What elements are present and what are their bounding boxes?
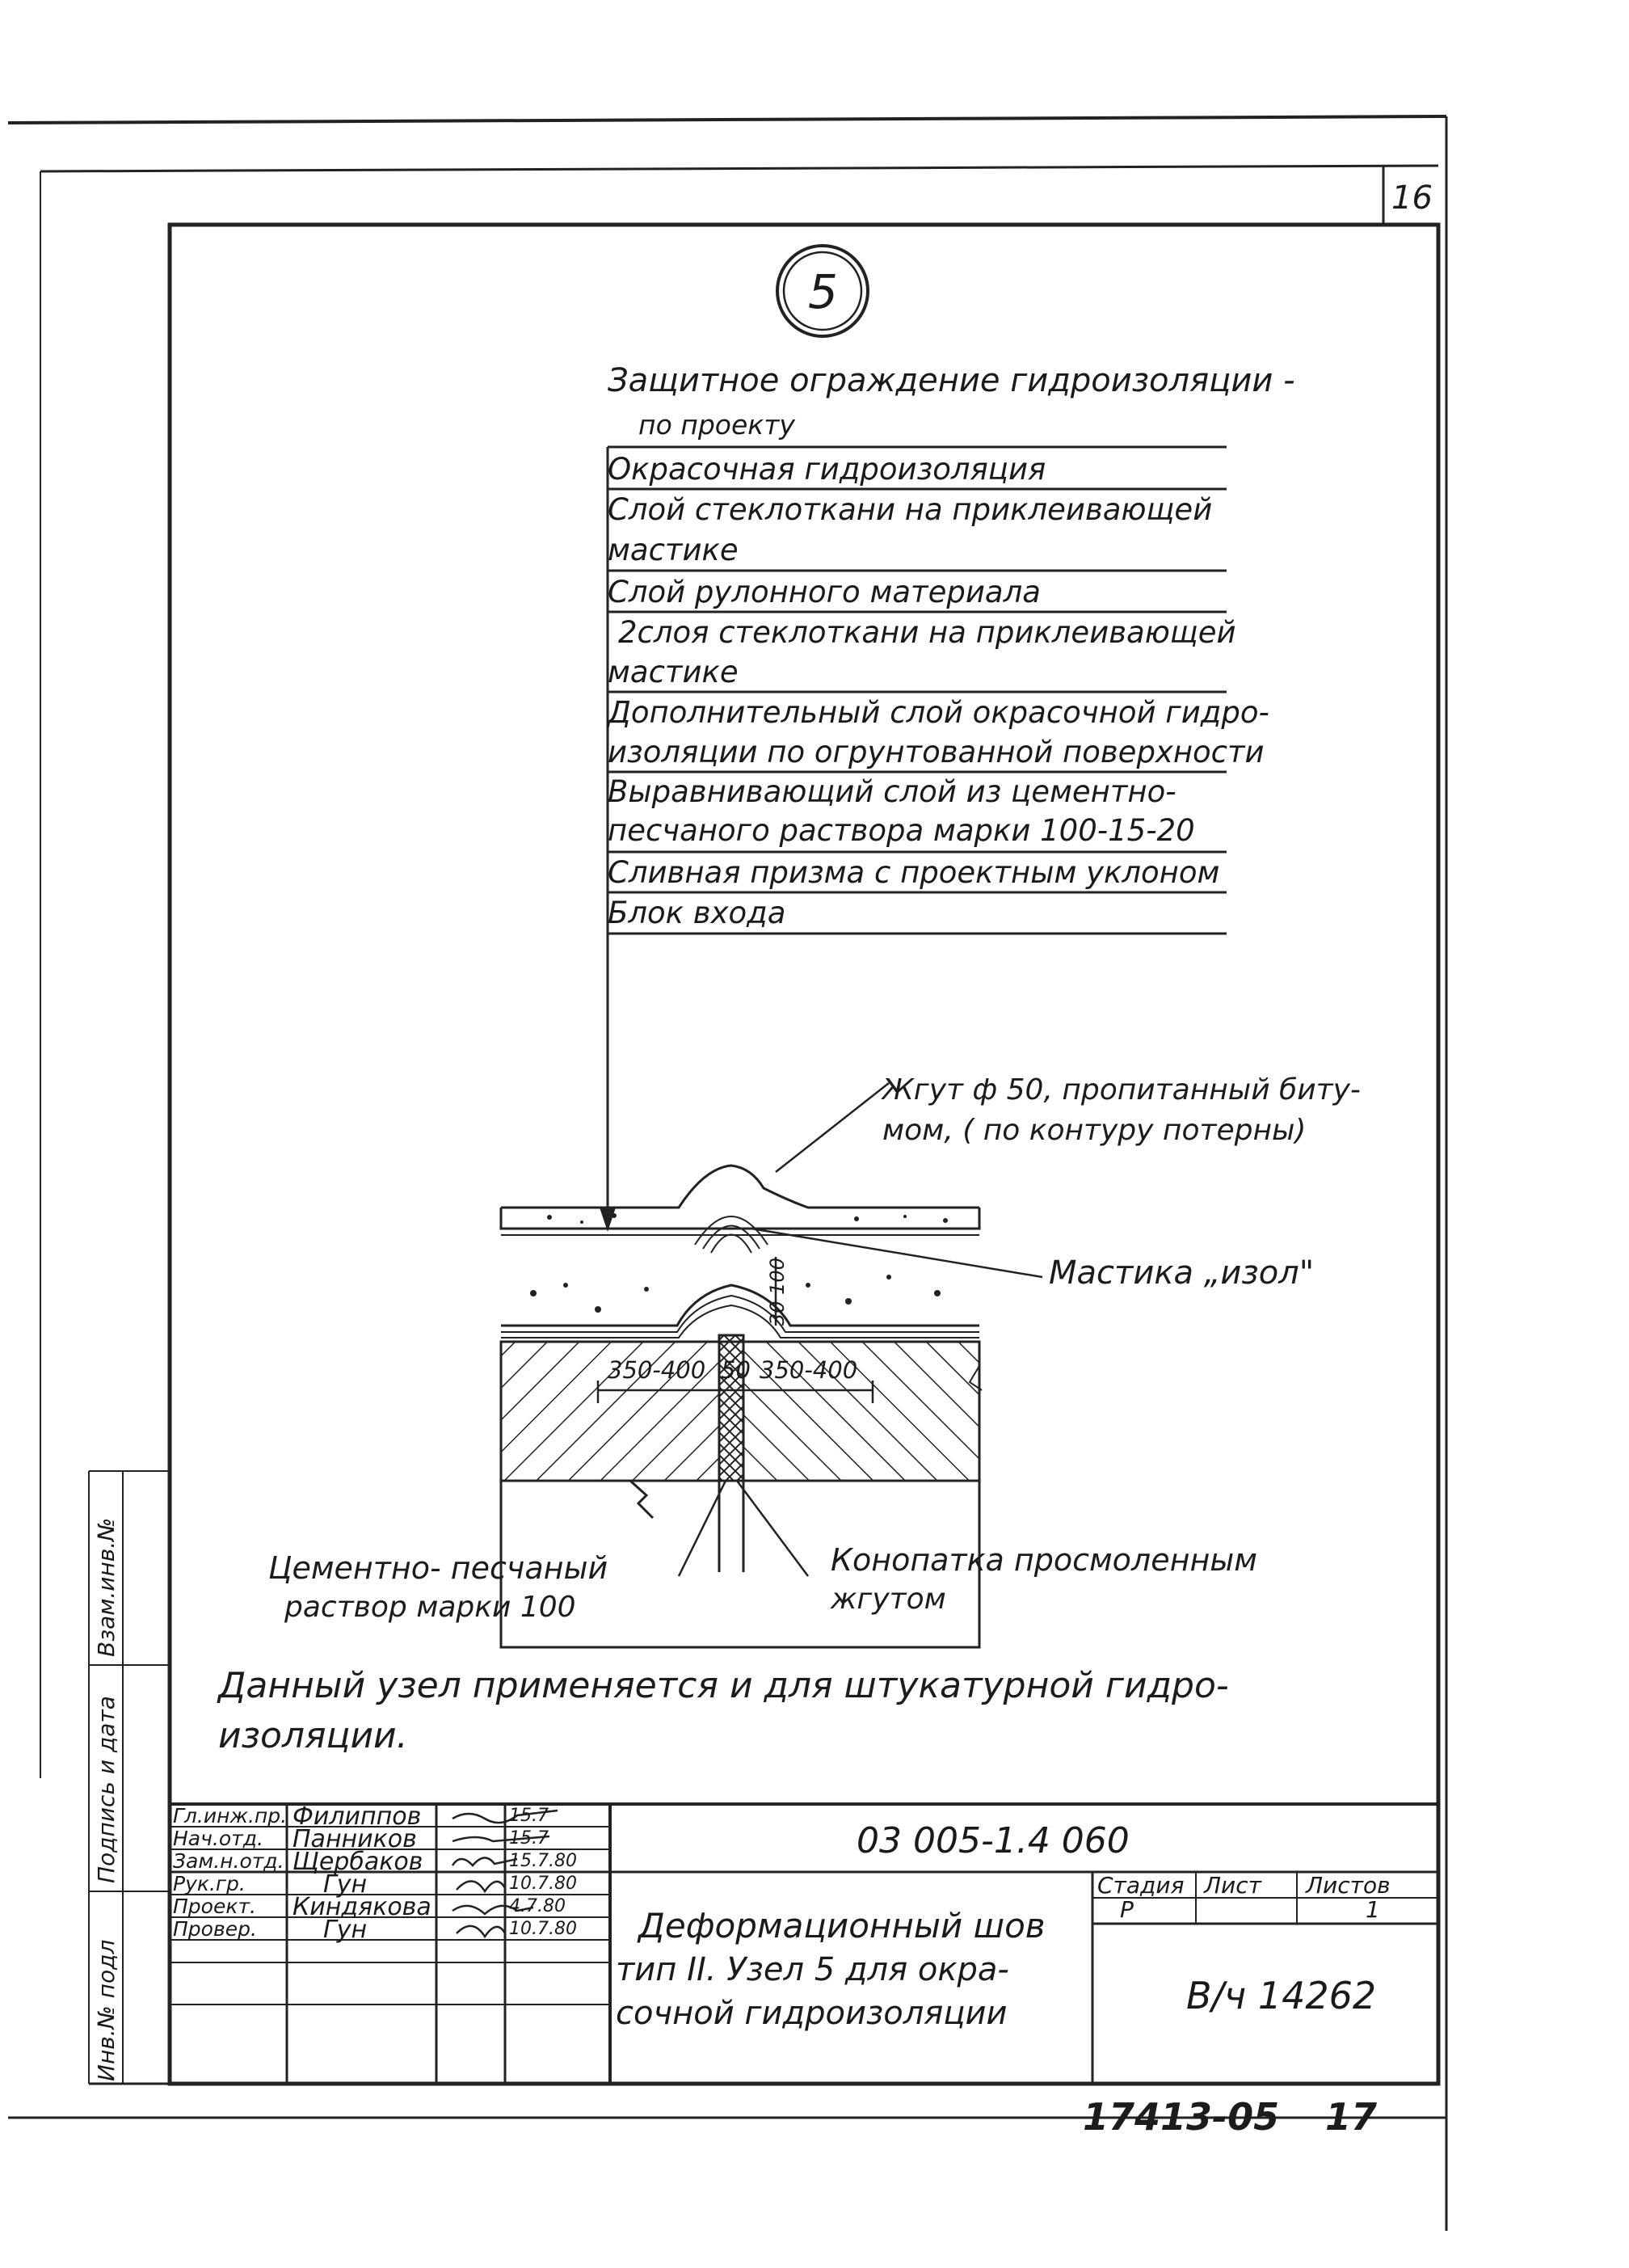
layer-2-line-2: мастике: [608, 533, 739, 567]
tb-date-1: 15.7: [509, 1806, 549, 1826]
konopatka-label-line-2: жгутом: [831, 1583, 946, 1616]
tb-role-6: Провер.: [173, 1917, 257, 1941]
cement-label-line-2: раствор марки 100: [284, 1591, 576, 1624]
sheets-header: Листов: [1306, 1872, 1391, 1899]
stamp-podpis: Подпись и дата: [93, 1696, 120, 1883]
page-number: 16: [1391, 179, 1433, 217]
layer-3: Слой рулонного материала: [608, 575, 1041, 609]
tb-name-3: Щербаков: [293, 1848, 423, 1876]
tb-date-2: 15.7: [509, 1828, 549, 1849]
layer-6-line-1: Выравнивающий слой из цементно-: [608, 774, 1176, 809]
sheet-header: Лист: [1204, 1872, 1261, 1899]
dim-mid: 50: [721, 1356, 751, 1384]
cement-label-line-1: Цементно- песчаный: [268, 1550, 608, 1586]
layers-heading-line-1: Защитное ограждение гидроизоляции -: [608, 362, 1295, 399]
tb-date-6: 10.7.80: [509, 1919, 577, 1939]
layer-6-line-2: песчаного раствора марки 100-15-20: [608, 813, 1195, 848]
dim-right: 350-400: [760, 1356, 858, 1384]
callout-number: 5: [808, 264, 838, 319]
note-line-1: Данный узел применяется и для штукатурной гидро-: [218, 1665, 1229, 1706]
tb-date-4: 10.7.80: [509, 1874, 577, 1894]
stamp-inv: Инв.№ подл: [93, 1939, 120, 2081]
tb-name-4: Гун: [323, 1870, 368, 1899]
tb-name-1: Филиппов: [293, 1802, 422, 1831]
doc-title-line-2: тип II. Узел 5 для окра-: [616, 1951, 1009, 1988]
sheets-value: 1: [1366, 1896, 1380, 1923]
zhgut-label-line-2: мом, ( по контуру потерны): [882, 1114, 1307, 1147]
tb-name-2: Панников: [293, 1825, 417, 1853]
layer-8: Блок входа: [608, 896, 786, 930]
doc-title-line-3: сочной гидроизоляции: [616, 1995, 1008, 2032]
doc-title-line-1: Деформационный шов: [638, 1906, 1046, 1946]
stage-value: Р: [1120, 1896, 1134, 1923]
konopatka-label-line-1: Конопатка просмоленным: [831, 1542, 1257, 1578]
doc-code: 03 005-1.4 060: [857, 1820, 1130, 1861]
tb-role-4: Рук.гр.: [173, 1872, 246, 1895]
tb-date-5: 4.7.80: [509, 1896, 566, 1916]
stamp-vzam: Взам.инв.№: [93, 1517, 120, 1657]
dim-vertical: 30 100: [766, 1258, 789, 1326]
note-line-2: изоляции.: [218, 1715, 408, 1756]
tb-role-3: Зам.н.отд.: [173, 1849, 284, 1873]
layer-4-line-1: 2слоя стеклоткани на приклеивающей: [618, 615, 1236, 650]
tb-name-6: Гун: [323, 1916, 368, 1944]
leader-lines: [679, 1083, 1042, 1576]
tb-name-5: Киндякова: [293, 1893, 431, 1921]
zhgut-label-line-1: Жгут ф 50, пропитанный биту-: [882, 1073, 1361, 1107]
organization: В/ч 14262: [1186, 1974, 1377, 2017]
layer-1: Окрасочная гидроизоляция: [608, 452, 1046, 487]
bottom-code: 17413-05: [1083, 2095, 1280, 2139]
layer-4-line-2: мастике: [608, 655, 739, 689]
tb-role-2: Нач.отд.: [173, 1827, 263, 1850]
layer-5-line-1: Дополнительный слой окрасочной гидро-: [608, 695, 1269, 730]
layer-2-line-1: Слой стеклоткани на приклеивающей: [608, 492, 1213, 527]
stage-header: Стадия: [1097, 1872, 1185, 1899]
layers-heading-line-2: по проекту: [638, 409, 795, 441]
mastika-label: Мастика „изол": [1049, 1254, 1315, 1292]
dim-left: 350-400: [608, 1356, 706, 1384]
layer-7: Сливная призма с проектным уклоном: [608, 855, 1220, 890]
tb-date-3: 15.7.80: [509, 1851, 577, 1871]
tb-role-1: Гл.инж.пр.: [173, 1804, 288, 1827]
bottom-page: 17: [1325, 2095, 1378, 2139]
layer-5-line-2: изоляции по огрунтованной поверхности: [608, 735, 1265, 769]
tb-role-5: Проект.: [173, 1895, 256, 1918]
